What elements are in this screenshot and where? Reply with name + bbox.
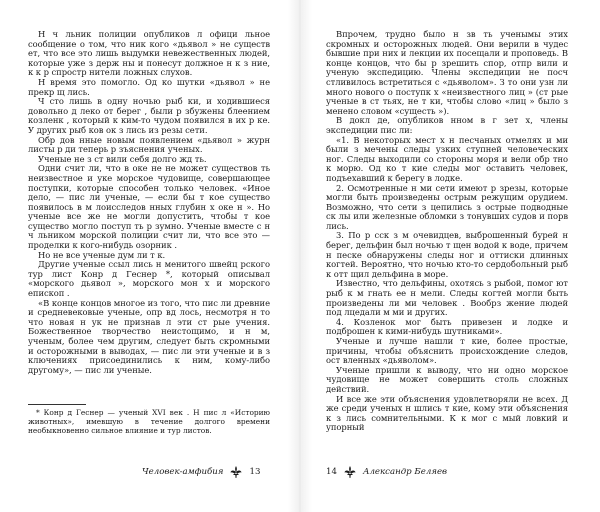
paragraph: Известно, что дельфины, охотясь з рыбой, помог ют рыб к м гнать ее н мели. Следы когтей могли быть произведены ли ми человек . Вообрз жение людей под лцедали м ми и других. <box>326 278 568 318</box>
paragraph: Ч сто лишь в одну ночью рыб ки, и ходившиеся довольно д леко от берег , были р збужены блеением козленк , который к ким-то чудом появился в их р ке. У других рыб ков ок з лись из резы сети. <box>28 96 270 135</box>
left-page <box>28 30 270 375</box>
paragraph: Н время это помогло. Од ко шутки «дьявол » не прекр щ лись. <box>28 76 270 97</box>
right-page <box>326 30 568 433</box>
paragraph: В докл де, опубликов нном в г зет х, члены экспедиции пис ли: <box>326 115 568 135</box>
page-number: 13 <box>249 467 261 477</box>
paragraph: Но не все ученые дум ли т к. <box>38 249 166 260</box>
paragraph: «В конце концов многое из того, что пис ли древние и средневековые ученые, опр вд лось, несмотря н то что новая н ук не признав л эти ст рые учения. Божественное творчество неистощимо, и н м, ученым, более чем другим, следует быть скромными и осторожными в выводах, — пис ли эти ученые и в з ключениях присоединились к ним, кому-либо другому», — пис ли ученые. <box>28 297 270 375</box>
left-page-text <box>28 30 270 375</box>
fleur-de-lis-icon <box>229 466 243 478</box>
paragraph: Ученые и лучше нашли т кие, более простые, причины, чтобы объяснить происхождение следов, ост вленных «дьяволом». <box>326 336 568 366</box>
paragraph: 4. Козленок мог быть привезен и лодке и подброшен к кими-нибудь шутниками». <box>326 316 568 337</box>
paragraph: Н ч льник полиции опубликов л офици льное сообщение о том, что ник кого «дьявол » не существ ет, что все это лишь выдумки невежественных людей, которые уже з держ ны и понесут должное н к з ние, к к р спростр нители ложных слухов. <box>28 29 270 78</box>
book-gutter <box>288 0 312 512</box>
paragraph: И все же эти объяснения удовлетворяли не всех. Д же среди ученых н шлись т кие, кому эти объяснения к з лись сомнительными. К к мог с мый ловкий и упорный <box>326 393 568 433</box>
paragraph: Обр дов нные новым появлением «дьявол » журн листы р ди теперь р зъяснения ученых. <box>28 134 270 155</box>
paragraph: 3. По р сск з м очевидцев, выброшенный бурей н берег, дельфин был ночью т щен водой к воде, причем н песке обнаружены следы ног и оттиски длинных когтей. Вероятно, что ночью кто-то сердобольный рыб к отт щил дельфина в море. <box>326 230 568 279</box>
fleur-de-lis-icon <box>343 466 357 478</box>
running-title: Александр Беляев <box>362 467 448 477</box>
paragraph: Ученые не з ст вили себя долго жд ть. <box>38 153 207 164</box>
paragraph: Впрочем, трудно было н зв ть ученымы этих скромных и осторожных людей. Они верили в чудес бывшие при них и лекции их посещали и проповедь. В конце концов, что бы р зрешить спор, отпр вили и ученую экспедицию. Члены экспедиции не посч стливилось встретиться с «дьяволом». З то они узн ли много нового о поступк х «неизвестного лиц » (ст рые ученые в ст тьях, не т ки, чтобы слово «лиц » было з менено словом «сущесть »). <box>326 29 568 116</box>
running-title: Человек-амфибия <box>142 467 224 477</box>
paragraph: 2. Осмотренные н ми сети имеют р зрезы, которые могли быть произведены острым режущим орудием. Возможно, что сети з цепились з острые подводные ск лы или железные обломки з тонувших судов и порв лись. <box>326 182 568 231</box>
left-page-footer <box>142 466 260 478</box>
paragraph: Ученые пришли к выводу, что ни одно морское чудовище не может совершить столь сложных действий. <box>326 364 568 394</box>
paragraph: «1. В некоторых мест х н песчаных отмелях и ми были з мечены следы узких ступней человеческих ног. Следы выходили со стороны моря и вели обр тно к морю. Од ко т кие следы мог оставить человек, подъехавший к берегу в лодке. <box>326 134 568 183</box>
page-number: 14 <box>326 467 337 477</box>
paragraph: Одни счит ли, что в оке не не может существов ть неизвестное и уке морское чудовище, совершающее поступки, которые способен только человек. «Иное дело, — пис ли ученые, — если бы т кое существо появилось в м лоисследов нных глубин х оке н ». Но ученые все же не могли допустить, чтобы т кое существо могло поступ ть р зумно. Ученые вместе с н ч льником морской полиции счит ли, что все это — проделки к кого-нибудь озорник . <box>28 163 270 251</box>
paragraph: Другие ученые ссыл лись н менитого швейц рского тур лист Конр д Геснер *, который описывал «морского дьявол », морского мон х и морского епископ . <box>28 259 270 299</box>
footnote-rule <box>28 404 86 405</box>
right-page-text <box>326 30 568 433</box>
right-page-footer <box>326 466 447 478</box>
footnote-text: * Конр д Геснер — ученый XVI век . Н пис л «Историю животных», имевшую в течение долгого времени необыкновенно сильное влияние и тур листов. <box>28 408 270 435</box>
footnote <box>28 409 270 435</box>
